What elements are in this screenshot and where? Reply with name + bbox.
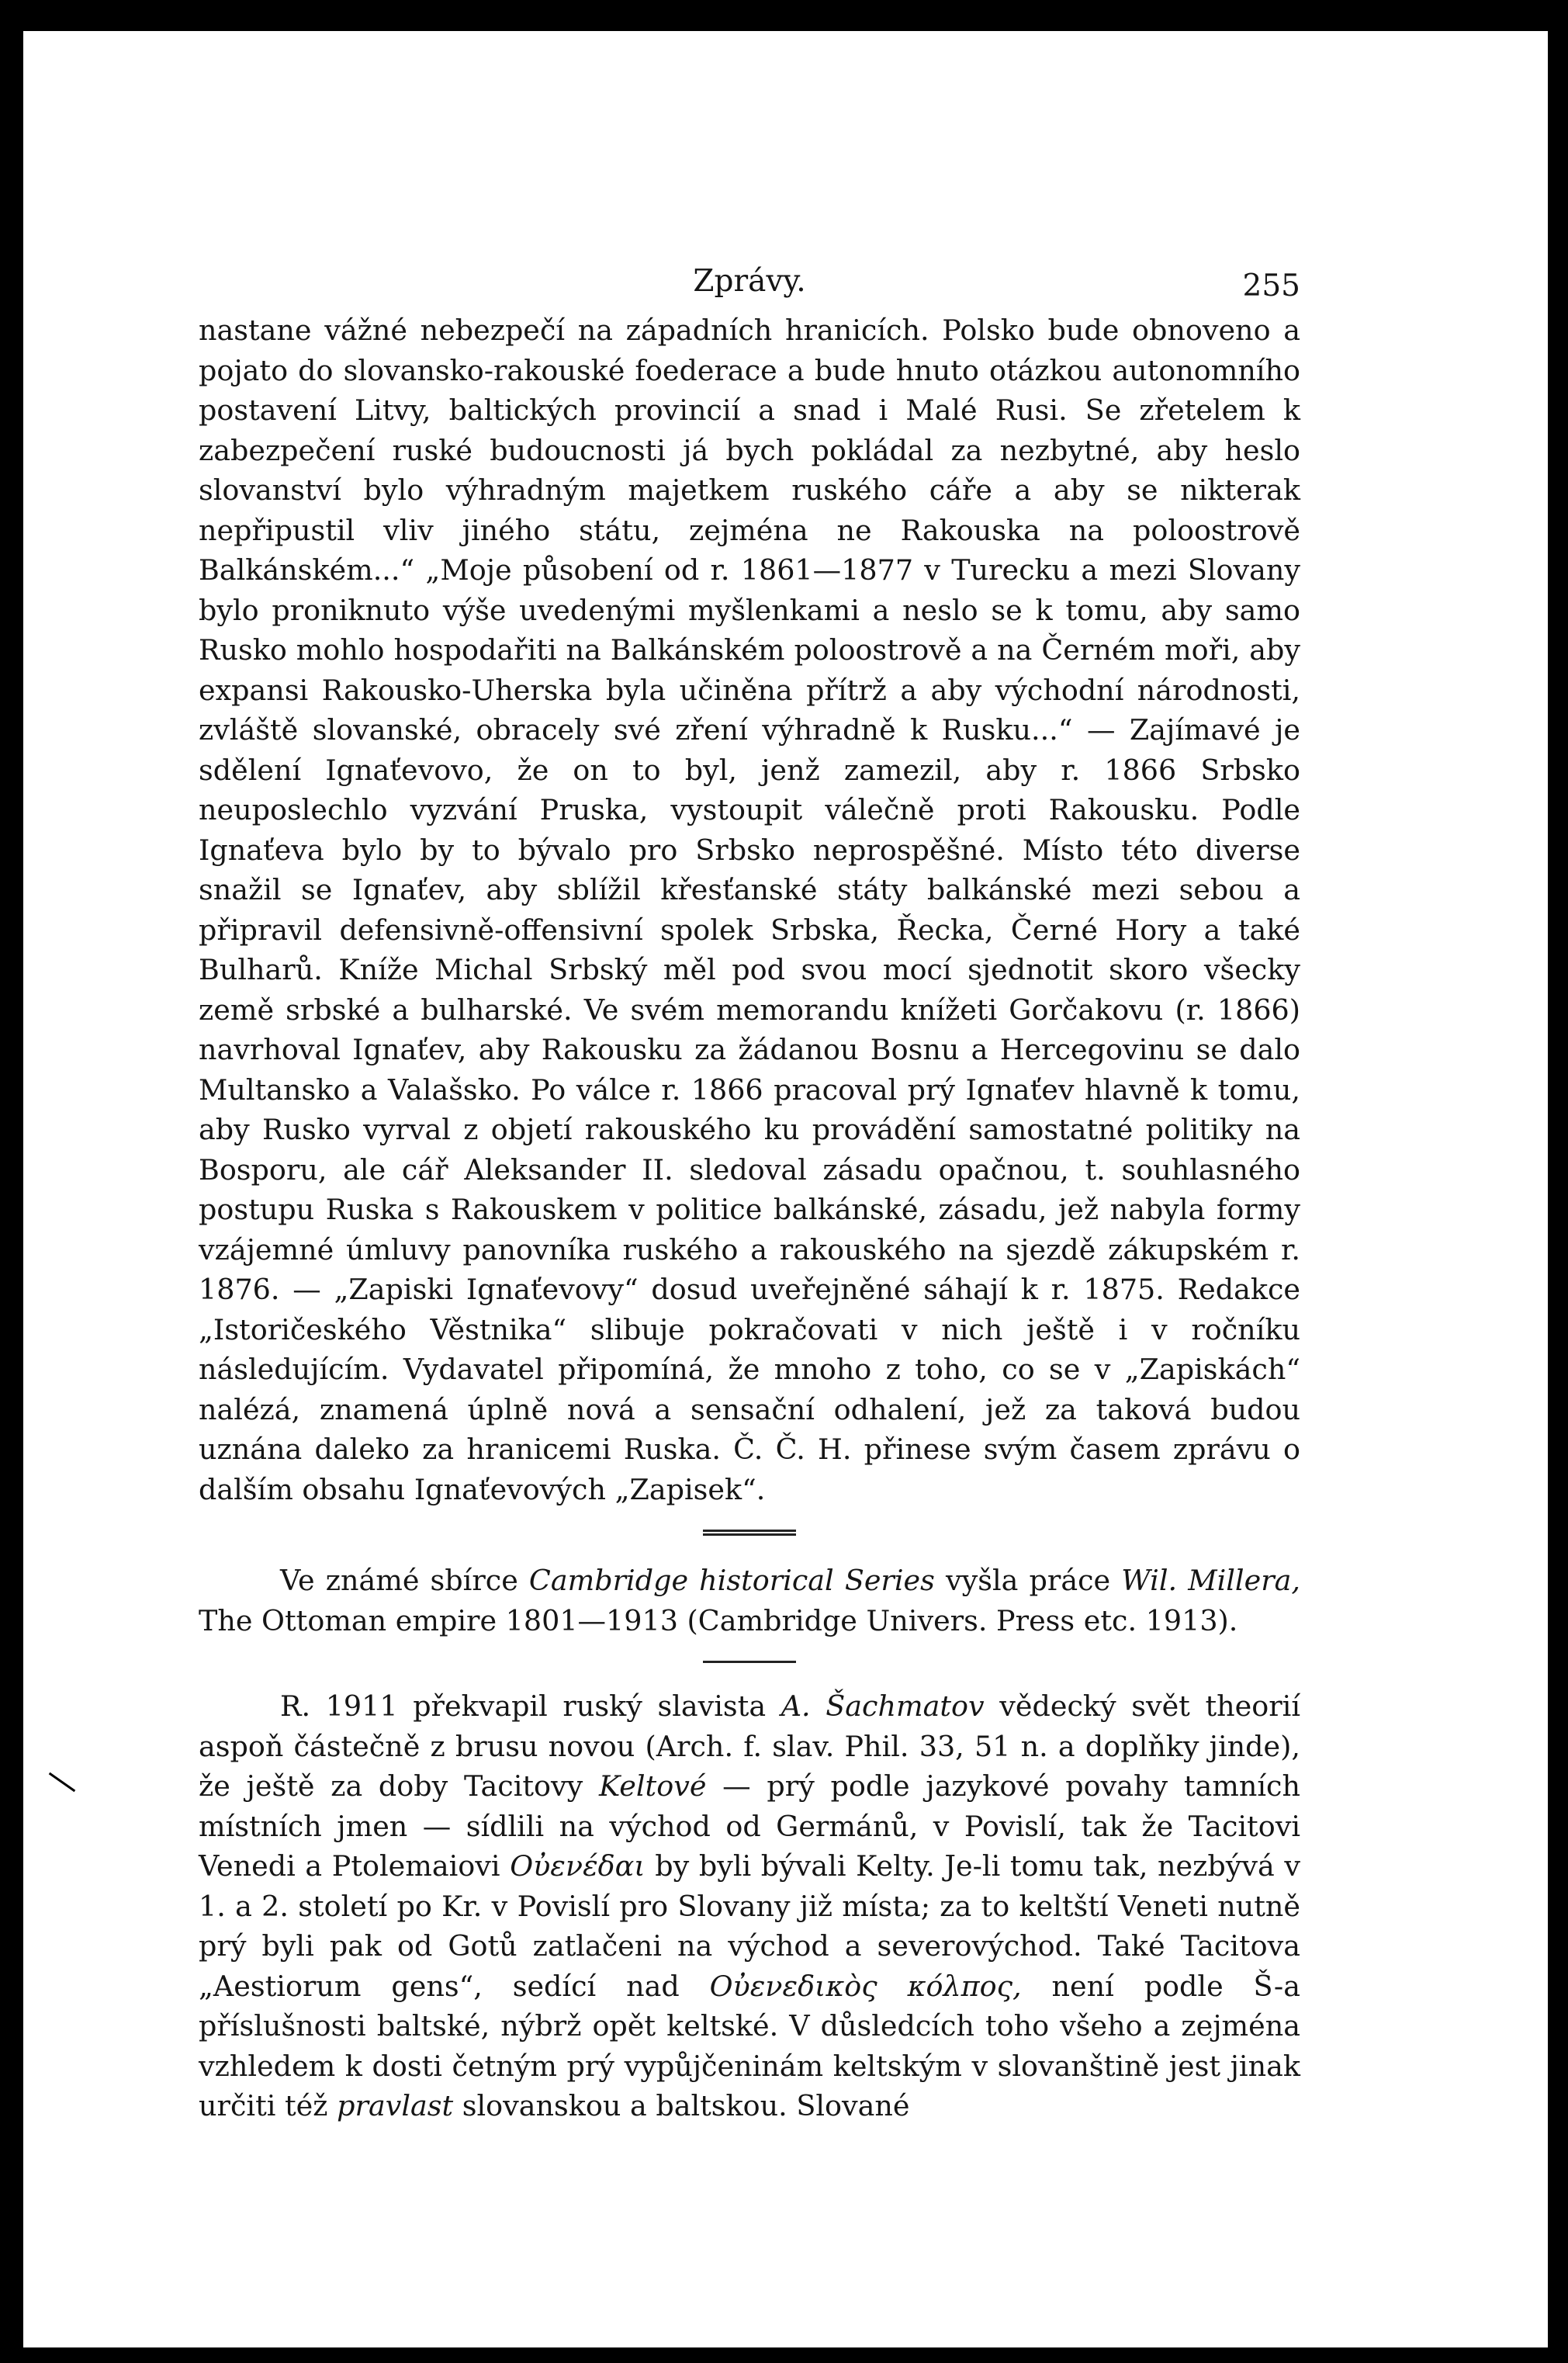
greek-venedai: Οὐενέδαι — [510, 1849, 646, 1883]
double-rule-divider — [703, 1530, 796, 1536]
single-rule-divider — [703, 1661, 796, 1663]
greek-venedic-gulf: Οὐενεδικὸς κόλπος, — [709, 1969, 1022, 2003]
paragraph-miller: Ve známé sbírce Cambridge historical Series vyšla práce Wil. Millera, The Ottoman empire 1801—1913 (Cambridge Univers. Press etc. 1913). — [199, 1564, 1301, 1637]
series-title: Cambridge historical Series — [528, 1564, 935, 1597]
page-number: 255 — [1242, 269, 1300, 303]
author-name: Wil. Millera, — [1121, 1564, 1301, 1597]
term-keltove: Keltové — [599, 1769, 707, 1803]
scan-mark — [49, 1772, 75, 1792]
author-sachmatov: A. Šachmatov — [781, 1689, 985, 1723]
page-content — [199, 264, 1300, 2126]
paragraph-sachmatov: R. 1911 překvapil ruský slavista A. Šachmatov vědecký svět theorií aspoň částečně z brusu novou (Arch. f. slav. Phil. 33, 51 n. a doplňky jinde), že ještě za doby Tacitovy Keltové — prý podle jazykové povahy tamních místních jmen — sídlili na východ od Germánů, v Povislí, tak že Tacitovi Venedi a Ptolemaiovi Οὐενέδαι by byli bývali Kelty. Je-li tomu tak, nezbývá v 1. a 2. století po Kr. v Povislí pro Slovany již místa; za to keltští Veneti nutně prý byli pak od Gotů zatlačeni na východ a severovýchod. Také Tacitova „Aestiorum gens“, sedící nad Οὐενεδικὸς κόλπος, není podle Š-a příslušnosti baltské, nýbrž opět keltské. V důsledcích toho všeho a zejména vzhledem k dosti četným prý vypůjčeninám keltským v slovanštině jest jinak určiti též pravlast slovanskou a baltskou. Slované — [199, 1689, 1301, 2122]
running-header — [199, 264, 1300, 310]
paragraph-ignatiev: nastane vážné nebezpečí na západních hranicích. Polsko bude obnoveno a pojato do slovansko-rakouské foederace a bude hnuto otázkou autonomního postavení Litvy, baltických provincií a snad i Malé Rusi. Se zřetelem k zabezpečení ruské budoucnosti já bych pokládal za nezbytné, aby heslo slovanství bylo výhradným majetkem ruského cáře a aby se nikterak nepřipustil vliv jiného státu, zejména ne Rakouska na poloostrově Balkánském...“ „Moje působení od r. 1861—1877 v Turecku a mezi Slovany bylo proniknuto výše uvedenými myšlenkami a neslo se k tomu, aby samo Rusko mohlo hospodařiti na Balkánském poloostrově a na Černém moři, aby expansi Rakousko-Uherska byla učiněna přítrž a aby východní národnosti, zvláště slovanské, obracely své zření výhradně k Rusku...“ — Zajímavé je sdělení Ignaťevovo, že on to byl, jenž zamezil, aby r. 1866 Srbsko neuposlechlo vyzvání Pruska, vystoupit válečně proti Rakousku. Podle Ignaťeva bylo by to bývalo pro Srbsko neprospěšné. Místo této diverse snažil se Ignaťev, aby sblížil křesťanské státy balkánské mezi sebou a připravil defensivně-offensivní spolek Srbska, Řecka, Černé Hory a také Bulharů. Kníže Michal Srbský měl pod svou mocí sjednotit skoro všecky země srbské a bulharské. Ve svém memorandu knížeti Gorčakovu (r. 1866) navrhoval Ignaťev, aby Rakousku za žádanou Bosnu a Hercegovinu se dalo Multansko a Valašsko. Po válce r. 1866 pracoval prý Ignaťev hlavně k tomu, aby Rusko vyrval z objetí rakouského ku provádění samostatné politiky na Bosporu, ale cář Aleksander II. sledoval zásadu opačnou, t. souhlasného postupu Ruska s Rakouskem v politice balkánské, zásadu, jež nabyla formy vzájemné úmluvy panovníka ruského a rakouského na sjezdě zákupském r. 1876. — „Zapiski Ignaťevovy“ dosud uveřejněné sáhají k r. 1875. Redakce „Istoričeského Věstnika“ slibuje pokračovati v nich ještě i v ročníku následujícím. Vydavatel připomíná, že mnoho z toho, co se v „Zapiskách“ nalézá, znamená úplně nová a sensační odhalení, jež za taková budou uznána daleko za hranicemi Ruska. Č. Č. H. přinese svým časem zprávu o dalším obsahu Ignaťevových „Zapisek“. — [199, 314, 1300, 1506]
running-title: Zprávy. — [693, 264, 806, 299]
page — [23, 31, 1548, 2347]
term-pravlast: pravlast — [337, 2089, 454, 2122]
